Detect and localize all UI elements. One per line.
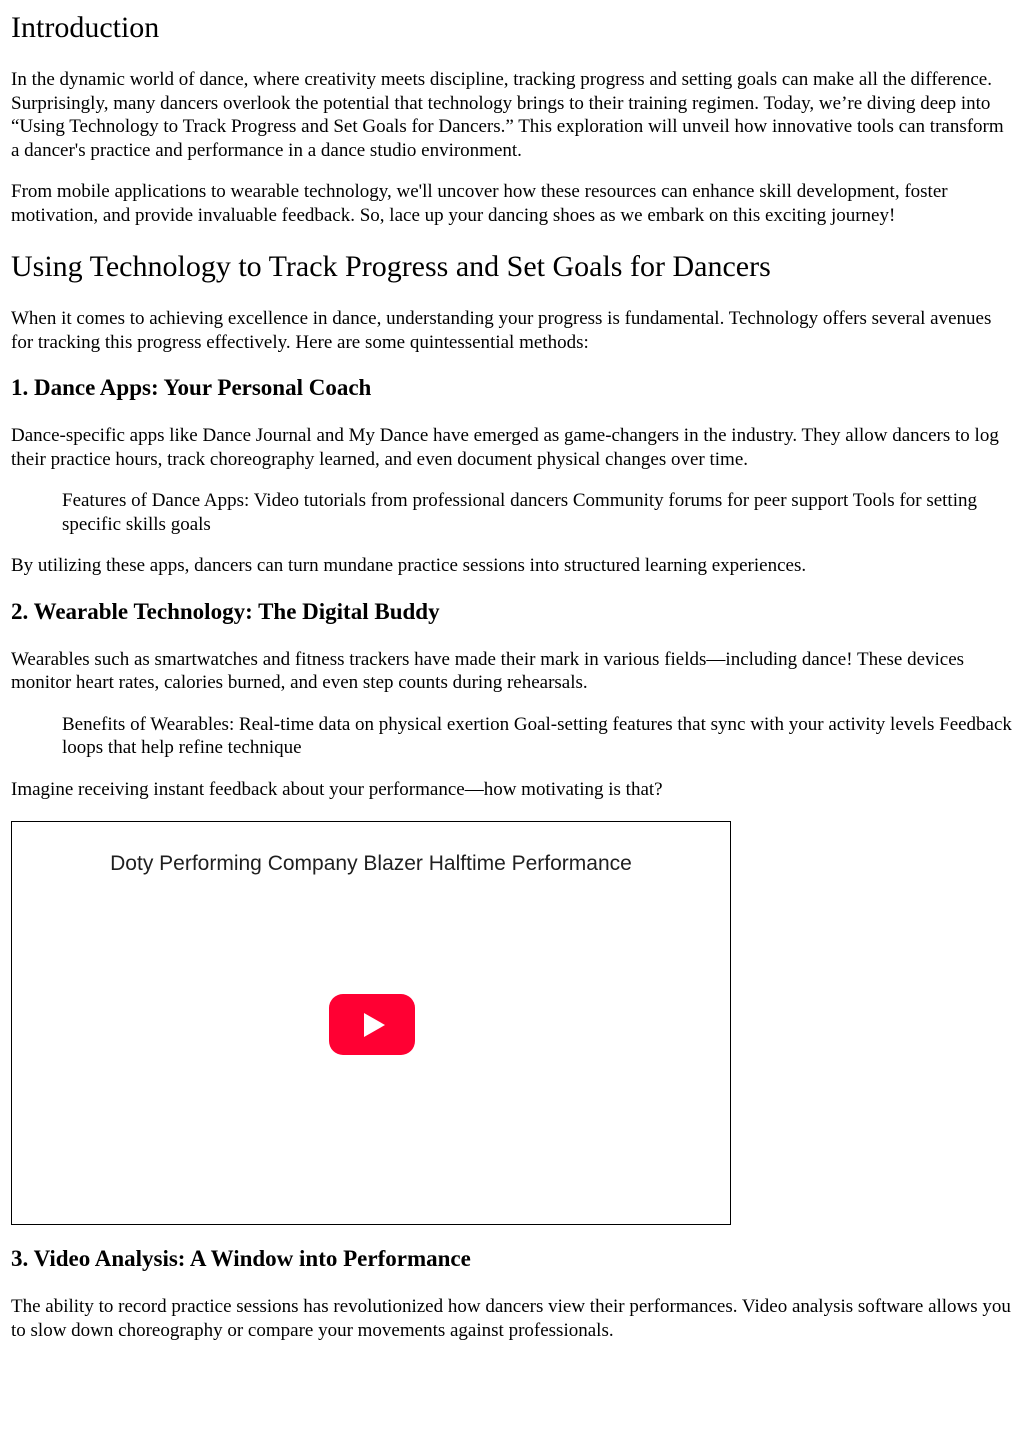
main-heading: Using Technology to Track Progress and Set Goals for Dancers xyxy=(11,250,771,283)
section-2-paragraph-1: Wearables such as smartwatches and fitness trackers have made their mark in various fields—including dance! These devices monitor heart rates, calories burned, and even step counts during rehearsals. xyxy=(11,648,965,693)
intro-paragraph-2: From mobile applications to wearable technology, we'll uncover how these resources can enhance skill development, foster motivation, and provide invaluable feedback. So, lace up your dancing shoes as we embark on this exciting journey! xyxy=(11,181,948,226)
section-3-heading: 3. Video Analysis: A Window into Performance xyxy=(11,1246,471,1271)
section-3-paragraph-1: The ability to record practice sessions has revolutionized how dancers view their performances. Video analysis software allows you to slow down choreography or compare your movements against professionals. xyxy=(11,1296,1011,1341)
section-1-paragraph-2: By utilizing these apps, dancers can turn mundane practice sessions into structured learning experiences. xyxy=(11,555,807,576)
section-2-heading: 2. Wearable Technology: The Digital Buddy xyxy=(11,598,440,624)
youtube-play-icon[interactable] xyxy=(329,994,415,1055)
section-1-quote: Features of Dance Apps: Video tutorials from professional dancers Community forums for peer support Tools for setting specific skills goals xyxy=(62,490,977,535)
main-paragraph: When it comes to achieving excellence in dance, understanding your progress is fundamental. Technology offers several avenues for tracking this progress effectively. Here are some quintessential methods: xyxy=(11,308,992,353)
section-2-paragraph-2: Imagine receiving instant feedback about your performance—how motivating is that? xyxy=(11,778,663,800)
intro-paragraph-1: In the dynamic world of dance, where creativity meets discipline, tracking progress and setting goals can make all the difference. Surprisingly, many dancers overlook the potential that technology brings to their training regimen. Today, we’re diving deep into “Using Technology to Track Progress and Set Goals for Dancers.” This exploration will unveil how innovative tools can transform a dancer's practice and performance in a dance studio environment. xyxy=(11,69,1004,161)
article xyxy=(0,10,1024,1342)
section-2-quote: Benefits of Wearables: Real-time data on physical exertion Goal-setting features that sync with your activity levels Feedback loops that help refine technique xyxy=(62,713,1012,758)
video-embed[interactable] xyxy=(11,821,731,1225)
section-1-paragraph-1: Dance-specific apps like Dance Journal and My Dance have emerged as game-changers in the industry. They allow dancers to log their practice hours, track choreography learned, and even document physical changes over time. xyxy=(11,425,999,470)
section-1-heading: 1. Dance Apps: Your Personal Coach xyxy=(11,375,372,400)
intro-heading: Introduction xyxy=(11,11,160,44)
video-title[interactable]: Doty Performing Company Blazer Halftime Performance xyxy=(110,852,632,875)
